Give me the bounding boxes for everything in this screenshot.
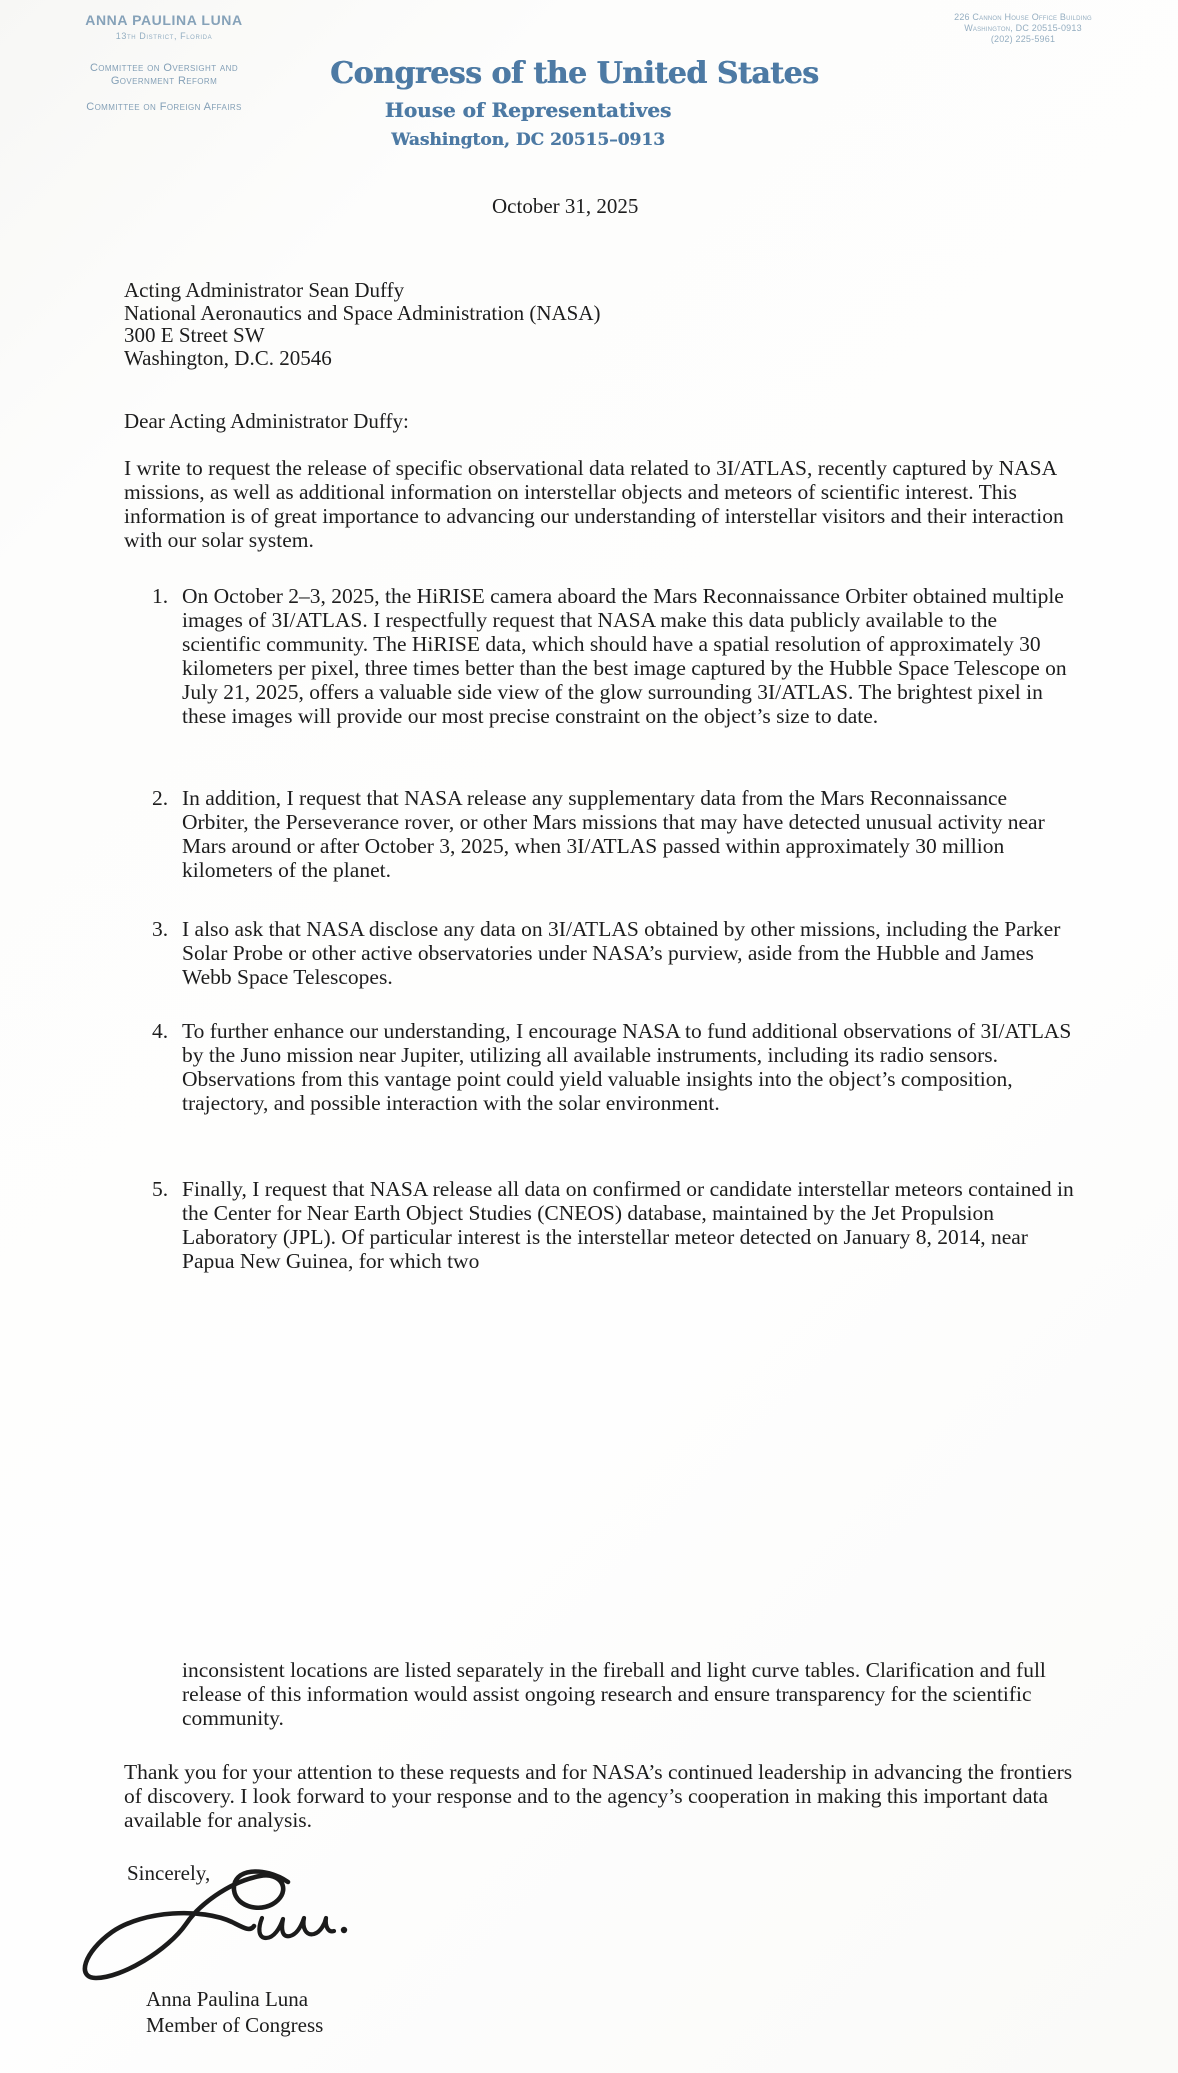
item-text: On October 2–3, 2025, the HiRISE camera aboard the Mars Reconnaissance Orbiter obtained multiple images of 3I/ATLAS. I respectfully request that NASA make this data publicly available to the scientific community. The HiRISE data, which should have a spatial resolution of approximately 30 kilometers per pixel, three times better than the best image captured by the Hubble Space Telescope on July 21, 2025, offers a valuable side view of the glow surrounding 3I/ATLAS. The brightest pixel in these images will provide our most precise constraint on the object’s size to date. [182,584,1067,728]
signer-name: Anna Paulina Luna [146,1987,309,2011]
item-text: I also ask that NASA disclose any data on 3I/ATLAS obtained by other missions, including the Parker Solar Probe or other active observatories under NASA’s purview, aside from the Hubble and James Webb Space Telescopes. [182,917,1061,989]
member-district: 13th District, Florida [115,31,213,41]
signer-title: Member of Congress [146,2013,324,2037]
item-5-continuation: inconsistent locations are listed separately in the fireball and light curve tables. Clarification and full release of this information would assist ongoing research and ensure transparency for the scientific community. [182,1658,1046,1730]
letterhead-member-block [40,12,288,114]
item-number: 1. [152,584,169,608]
signer-block [146,1986,323,2038]
office-address-line1: 226 Cannon House Office Building [954,12,1092,22]
recipient-address [124,279,601,369]
item-text: Finally, I request that NASA release all data on confirmed or candidate interstellar meteors contained in the Center for Near Earth Object Studies (CNEOS) database, maintained by the Jet Propulsion Laboratory (JPL). Of particular interest is the interstellar meteor detected on January 8, 2014, near Papua New Guinea, for which two [182,1177,1074,1273]
request-item-4 [152,1019,1079,1115]
office-phone: (202) 225-5961 [990,34,1056,44]
house-subtitle: House of Representatives [384,98,672,122]
item-number: 4. [152,1019,169,1043]
recipient-street: 300 E Street SW [124,323,265,347]
recipient-agency: National Aeronautics and Space Administration (NASA) [124,300,601,325]
item-number: 5. [152,1177,169,1201]
office-address-line2: Washington, DC 20515-0913 [964,23,1082,33]
letterhead-office-block [898,12,1148,45]
recipient-name: Acting Administrator Sean Duffy [124,278,405,302]
committee-oversight-line2: Government Reform [110,75,218,87]
intro-paragraph: I write to request the release of specific observational data related to 3I/ATLAS, recently captured by NASA missions, as well as additional information on interstellar objects and meteors of scientific interest. This information is of great importance to advancing our understanding of interstellar visitors and their interaction with our solar system. [124,456,1064,552]
item-number: 2. [152,786,169,810]
item-number: 3. [152,917,169,941]
member-name: ANNA PAULINA LUNA [85,12,243,28]
item-text: To further enhance our understanding, I encourage NASA to fund additional observations of 3I/ATLAS by the Juno mission near Jupiter, utilizing all available instruments, including its radio sensors. Observations from this vantage point could yield valuable insights into the object’s composition, trajectory, and possible interaction with the solar environment. [182,1019,1072,1115]
signature-icon [80,1868,352,1998]
item-text: In addition, I request that NASA release any supplementary data from the Mars Reconnaissance Orbiter, the Perseverance rover, or other Mars missions that may have detected unusual activity near Mars around or after October 3, 2025, when 3I/ATLAS passed within approximately 30 million kilometers of the planet. [182,786,1045,882]
letterhead-title-block [330,56,819,150]
signature-image [80,1868,352,1998]
salutation: Dear Acting Administrator Duffy: [124,409,409,433]
request-item-1 [152,584,1079,728]
recipient-city: Washington, D.C. 20546 [124,345,332,370]
request-item-5 [152,1177,1079,1273]
request-item-3 [152,917,1079,989]
request-item-2 [152,786,1079,882]
valediction: Sincerely, [127,1861,211,1885]
letter-date: October 31, 2025 [492,194,639,218]
committee-oversight-line1: Committee on Oversight and [89,62,239,74]
closing-paragraph: Thank you for your attention to these requests and for NASA’s continued leadership in advancing the frontiers of discovery. I look forward to your response and to the agency’s cooperation in making this important data available for analysis. [124,1760,1073,1832]
congress-title: Congress of the United States [330,56,819,91]
committee-foreign-affairs: Committee on Foreign Affairs [86,101,242,113]
capitol-address: Washington, DC 20515–0913 [391,130,665,150]
